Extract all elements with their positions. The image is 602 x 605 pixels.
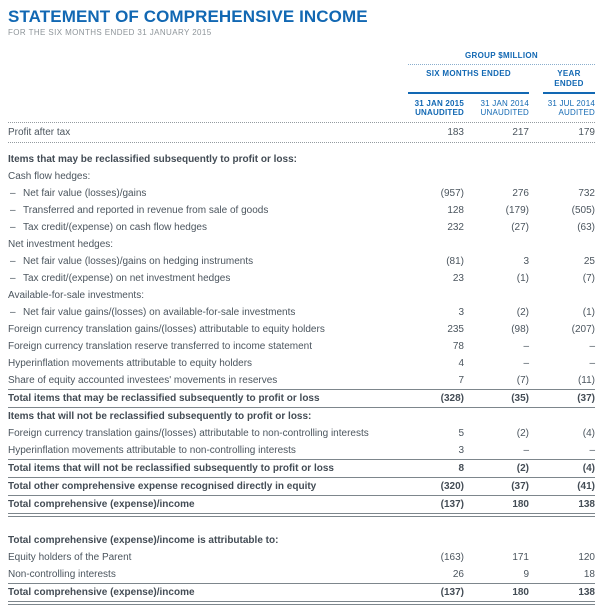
row-value-col1: 3 <box>458 306 464 318</box>
table-row <box>8 372 595 389</box>
row-value-col1: 183 <box>447 126 464 138</box>
row-value-col3: 120 <box>578 551 595 563</box>
row-value-col2: – <box>523 340 529 352</box>
row-label <box>8 273 408 285</box>
row-value-col3: (7) <box>582 272 595 284</box>
column-header-block <box>8 51 595 122</box>
list-dash-marker: – <box>10 255 16 267</box>
table-row <box>8 389 595 408</box>
row-value-col3: – <box>589 357 595 369</box>
row-label <box>8 171 408 183</box>
table-row <box>8 219 595 236</box>
row-label <box>8 154 408 166</box>
row-label <box>8 569 408 581</box>
row-label <box>8 290 408 302</box>
row-label-text: Foreign currency translation gains/(losses) attributable to equity holders <box>8 323 325 335</box>
row-value-col1: 235 <box>447 323 464 335</box>
row-label <box>8 552 408 564</box>
row-value-col1: (163) <box>440 551 464 563</box>
column-header-date: 31 JUL 2014 <box>547 99 595 108</box>
row-value-col3: 138 <box>578 586 595 598</box>
row-label <box>8 307 408 319</box>
row-label <box>8 587 408 599</box>
row-label <box>8 535 408 547</box>
row-label-text: Profit after tax <box>8 126 71 138</box>
row-value-col2: (179) <box>505 204 529 216</box>
row-label <box>8 205 408 217</box>
row-label <box>8 463 408 475</box>
row-value-col2: 171 <box>512 551 529 563</box>
row-label-text: Net fair value (losses)/gains <box>23 187 147 199</box>
column-header-audit-status: UNAUDITED <box>480 108 529 117</box>
row-value-col2: – <box>523 444 529 456</box>
row-value-col3: (4) <box>582 462 595 474</box>
list-dash-marker: – <box>10 306 16 318</box>
row-label-text: Net fair value (losses)/gains on hedging instruments <box>23 255 254 267</box>
row-value-col1: (137) <box>440 586 464 598</box>
row-value-col1: 26 <box>452 568 464 580</box>
column-header-31-jul-2014 <box>529 99 595 117</box>
column-header-date: 31 JAN 2015 <box>414 99 464 108</box>
column-group-year-ended-wrap <box>529 69 595 94</box>
row-label-text: Hyperinflation movements attributable to non-controlling interests <box>8 444 296 456</box>
row-label <box>8 393 408 405</box>
table-row <box>8 270 595 287</box>
label-column-spacer <box>8 51 408 122</box>
row-label-text: Non-controlling interests <box>8 568 116 580</box>
row-label-text: Foreign currency translation gains/(losses) attributable to non-controlling interests <box>8 427 369 439</box>
row-value-col1: (320) <box>440 480 464 492</box>
row-value-col1: 8 <box>458 462 464 474</box>
row-label <box>8 341 408 353</box>
row-value-col3: (41) <box>577 480 595 492</box>
table-row <box>8 338 595 355</box>
row-value-col1: 128 <box>447 204 464 216</box>
row-value-col3: – <box>589 340 595 352</box>
list-dash-marker: – <box>10 204 16 216</box>
table-row <box>8 151 595 168</box>
row-label <box>8 358 408 370</box>
row-value-col2: (27) <box>511 221 529 233</box>
row-value-col2: (2) <box>516 306 529 318</box>
row-value-col1: 7 <box>458 374 464 386</box>
row-value-col3: – <box>589 444 595 456</box>
table-row <box>8 549 595 566</box>
table-row <box>8 321 595 338</box>
row-label <box>8 324 408 336</box>
row-value-col3: 18 <box>583 568 595 580</box>
row-label-text: Total other comprehensive expense recognised directly in equity <box>8 480 317 492</box>
row-label <box>8 499 408 511</box>
row-value-col1: (328) <box>440 392 464 404</box>
page-title: STATEMENT OF COMPREHENSIVE INCOME <box>8 7 368 26</box>
row-label-text: Cash flow hedges: <box>8 170 91 182</box>
row-value-col1: (957) <box>440 187 464 199</box>
row-value-col3: (505) <box>571 204 595 216</box>
table-row <box>8 442 595 459</box>
table-row <box>8 408 595 425</box>
table-row <box>8 425 595 442</box>
row-label-text: Total comprehensive (expense)/income <box>8 586 195 598</box>
row-value-col1: 23 <box>452 272 464 284</box>
table-row <box>8 355 595 372</box>
column-header-31-jan-2014 <box>464 99 529 117</box>
row-label <box>8 375 408 387</box>
row-label-text: Net investment hedges: <box>8 238 114 250</box>
list-dash-marker: – <box>10 221 16 233</box>
row-label-text: Tax credit/(expense) on net investment hedges <box>23 272 231 284</box>
row-label-text: Available-for-sale investments: <box>8 289 144 301</box>
row-value-col2: (7) <box>516 374 529 386</box>
table-row <box>8 122 595 143</box>
row-label-text: Total comprehensive (expense)/income is attributable to: <box>8 534 279 546</box>
row-label-text: Tax credit/(expense) on cash flow hedges <box>23 221 207 233</box>
row-label-text: Foreign currency translation reserve transferred to income statement <box>8 340 313 352</box>
row-value-col3: (1) <box>582 306 595 318</box>
column-header-audit-status: AUDITED <box>558 108 595 117</box>
row-value-col1: 3 <box>458 444 464 456</box>
row-value-col1: (81) <box>446 255 464 267</box>
row-value-col2: 217 <box>512 126 529 138</box>
row-value-col2: (1) <box>516 272 529 284</box>
row-value-col1: 4 <box>458 357 464 369</box>
row-value-col2: (2) <box>516 427 529 439</box>
row-value-col3: 25 <box>583 255 595 267</box>
row-value-col2: 180 <box>512 498 529 510</box>
row-value-col2: 180 <box>512 586 529 598</box>
row-value-col1: 232 <box>447 221 464 233</box>
column-group-year-ended: YEAR ENDED <box>543 69 595 94</box>
section-spacer <box>8 517 595 532</box>
column-header-audit-status: UNAUDITED <box>415 108 464 117</box>
row-value-col2: 9 <box>523 568 529 580</box>
section-spacer <box>8 143 595 151</box>
row-value-col3: (11) <box>577 374 595 386</box>
row-value-col2: (98) <box>511 323 529 335</box>
row-label-text: Total comprehensive (expense)/income <box>8 498 195 510</box>
table-row <box>8 459 595 478</box>
row-value-col3: (63) <box>577 221 595 233</box>
row-value-col2: (37) <box>511 480 529 492</box>
list-dash-marker: – <box>10 187 16 199</box>
row-value-col2: (2) <box>516 462 529 474</box>
row-value-col2: 3 <box>523 255 529 267</box>
row-label-text: Transferred and reported in revenue from sale of goods <box>23 204 269 216</box>
row-label-text: Net fair value gains/(losses) on available-for-sale investments <box>23 306 296 318</box>
row-value-col2: (35) <box>511 392 529 404</box>
row-label-text: Items that will not be reclassified subsequently to profit or loss: <box>8 410 312 422</box>
row-label <box>8 481 408 493</box>
row-value-col3: 732 <box>578 187 595 199</box>
table-row <box>8 185 595 202</box>
table-row <box>8 304 595 321</box>
table-row <box>8 253 595 270</box>
row-label-text: Total items that will not be reclassified subsequently to profit or loss <box>8 462 334 474</box>
row-value-col3: 179 <box>578 126 595 138</box>
column-header-31-jan-2015 <box>408 99 464 117</box>
row-label <box>8 411 408 423</box>
row-label-text: Total items that may be reclassified subsequently to profit or loss <box>8 392 320 404</box>
row-value-col3: (4) <box>582 427 595 439</box>
row-label <box>8 239 408 251</box>
row-label <box>8 256 408 268</box>
row-label <box>8 222 408 234</box>
row-value-col3: (207) <box>571 323 595 335</box>
row-value-col1: 5 <box>458 427 464 439</box>
row-label <box>8 188 408 200</box>
row-value-col2: 276 <box>512 187 529 199</box>
row-label-text: Hyperinflation movements attributable to equity holders <box>8 357 253 369</box>
row-label-text: Items that may be reclassified subsequently to profit or loss: <box>8 153 297 165</box>
table-row <box>8 168 595 185</box>
row-value-col1: (137) <box>440 498 464 510</box>
row-value-col2: – <box>523 357 529 369</box>
row-label <box>8 445 408 457</box>
statement-table <box>8 122 595 605</box>
page-subtitle: FOR THE SIX MONTHS ENDED 31 JANUARY 2015 <box>8 28 212 37</box>
table-row <box>8 583 595 602</box>
table-row <box>8 202 595 219</box>
table-row <box>8 236 595 253</box>
group-unit-label: GROUP $MILLION <box>408 51 595 65</box>
numeric-columns-header <box>408 51 595 122</box>
row-value-col3: (37) <box>577 392 595 404</box>
row-label-text: Share of equity accounted investees' movements in reserves <box>8 374 278 386</box>
list-dash-marker: – <box>10 272 16 284</box>
table-row <box>8 478 595 496</box>
column-header-date: 31 JAN 2014 <box>480 99 529 108</box>
row-label <box>8 428 408 440</box>
row-label <box>8 127 408 139</box>
row-value-col3: 138 <box>578 498 595 510</box>
table-row <box>8 287 595 304</box>
table-row <box>8 496 595 514</box>
row-label-text: Equity holders of the Parent <box>8 551 132 563</box>
column-group-six-months-ended: SIX MONTHS ENDED <box>408 69 529 94</box>
table-row <box>8 532 595 549</box>
row-value-col1: 78 <box>452 340 464 352</box>
